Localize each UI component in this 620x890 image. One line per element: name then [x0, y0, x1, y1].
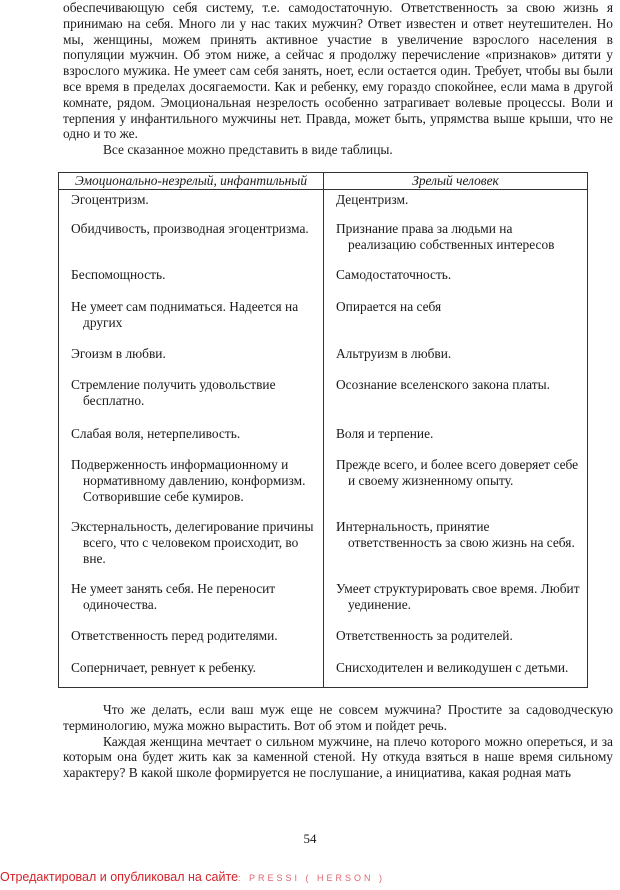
table-cell [324, 219, 588, 265]
footer-text: Отредактировал и опубликовал на сайте [0, 869, 239, 884]
table-cell [59, 517, 324, 579]
table-header-row [59, 172, 588, 189]
cell-text: Снисходителен и великодушен с детьми. [336, 660, 569, 676]
cell-text: Умеет структурировать свое время. Любит уединение. [336, 581, 580, 613]
table-cell [59, 375, 324, 424]
table-row [59, 455, 588, 517]
table-cell [324, 517, 588, 579]
table-row [59, 189, 588, 219]
table-row [59, 265, 588, 297]
paragraph: Что же делать, если ваш муж еще не совсем мужчина? Простите за садоводческую терминологию, мужа можно вырастить. Вот об этом и пойдет речь. [63, 701, 613, 733]
table-cell [324, 265, 588, 297]
table-cell [324, 297, 588, 344]
cell-text: Интернальность, принятие ответственность за свою жизнь на себя. [336, 519, 575, 551]
paragraph: обеспечивающую себя систему, т.е. самодостаточную. Ответственность за свою жизнь я принимаю на себя. Много ли у нас таких мужчин? Ответ известен и ответ неутешителен. Но мы, женщины, можем принять активное участие в увеличение взрослого населения в популяции мужчин. Об этом ниже, а сейчас я продолжу перечисление «признаков» дитяти у взрослого мужика. Не умеет сам себя занять, ноет, если остается один. Требует, чтобы вы были все время в пределах досягаемости. Как и ребенку, ему гораздо спокойнее, если мама в другой комнате, рядом. Эмоциональная незрелость особенно затрагивает волевые процессы. Воли и терпения у инфантильного мужчины нет. Правда, может быть, упрямства выше крыши, что не одно и то же. [63, 0, 613, 142]
table-cell [324, 189, 588, 219]
table-cell [59, 297, 324, 344]
cell-text: Подверженность информационному и нормативному давлению, конформизм. Сотворившие себе кумиров. [71, 457, 306, 505]
comparison-table [58, 172, 588, 688]
table-row [59, 626, 588, 658]
table-cell [59, 265, 324, 297]
cell-text: Не умеет занять себя. Не переносит одиночества. [71, 581, 276, 613]
cell-text: Экстернальность, делегирование причины всего, что с человеком происходит, во вне. [71, 519, 314, 567]
table-cell [59, 658, 324, 687]
cell-text: Воля и терпение. [336, 426, 434, 442]
cell-text: Признание права за людьми на реализацию собственных интересов [336, 221, 555, 253]
table-row [59, 297, 588, 344]
table-cell [324, 579, 588, 626]
cell-text: Самодостаточность. [336, 267, 452, 283]
cell-text: Ответственность за родителей. [336, 628, 513, 644]
cell-text: Эгоизм в любви. [71, 346, 166, 362]
table-row [59, 517, 588, 579]
table-cell [59, 626, 324, 658]
table-cell [59, 579, 324, 626]
paragraph: Каждая женщина мечтает о сильном мужчине, на плечо которого можно опереться, и за которым она будет жить как за каменной стеной. Ну откуда взяться в наше время сильному характеру? В какой школе формируется не послушание, а инициатива, какая родная мать [63, 733, 613, 781]
cell-text: Обидчивость, производная эгоцентризма. [71, 221, 309, 237]
table-cell [324, 455, 588, 517]
table-row [59, 219, 588, 265]
cell-text: Слабая воля, нетерпеливость. [71, 426, 241, 442]
table-row [59, 344, 588, 375]
table-row [59, 375, 588, 424]
cell-text: Ответственность перед родителями. [71, 628, 278, 644]
table-row [59, 424, 588, 455]
footer-credit [0, 869, 613, 886]
footer-site: : PRESSI ( HERSON ) [238, 872, 386, 883]
table-cell [59, 189, 324, 219]
cell-text: Опирается на себя [336, 299, 442, 315]
table-row [59, 579, 588, 626]
cell-text: Стремление получить удовольствие бесплатно. [71, 377, 276, 409]
cell-text: Беспомощность. [71, 267, 166, 283]
paragraph: Все сказанное можно представить в виде таблицы. [103, 142, 393, 158]
cell-text: Эгоцентризм. [71, 191, 149, 207]
cell-text: Соперничает, ревнует к ребенку. [71, 660, 256, 676]
column-header: Эмоционально-незрелый, инфантильный [59, 172, 324, 189]
table-cell [324, 375, 588, 424]
cell-text: Прежде всего, и более всего доверяет себе и своему жизненному опыту. [336, 457, 579, 489]
cell-text: Децентризм. [336, 191, 409, 207]
cell-text: Альтруизм в любви. [336, 346, 452, 362]
column-header: Зрелый человек [324, 172, 588, 189]
table-cell [59, 219, 324, 265]
table-cell [59, 344, 324, 375]
table-cell [59, 424, 324, 455]
table-row [59, 658, 588, 687]
table-cell [324, 626, 588, 658]
table-cell [324, 344, 588, 375]
page-number: 54 [303, 830, 317, 846]
cell-text: Не умеет сам подниматься. Надеется на других [71, 299, 299, 331]
cell-text: Осознание вселенского закона платы. [336, 377, 550, 393]
table-cell [324, 658, 588, 687]
table-cell [59, 455, 324, 517]
table-cell [324, 424, 588, 455]
